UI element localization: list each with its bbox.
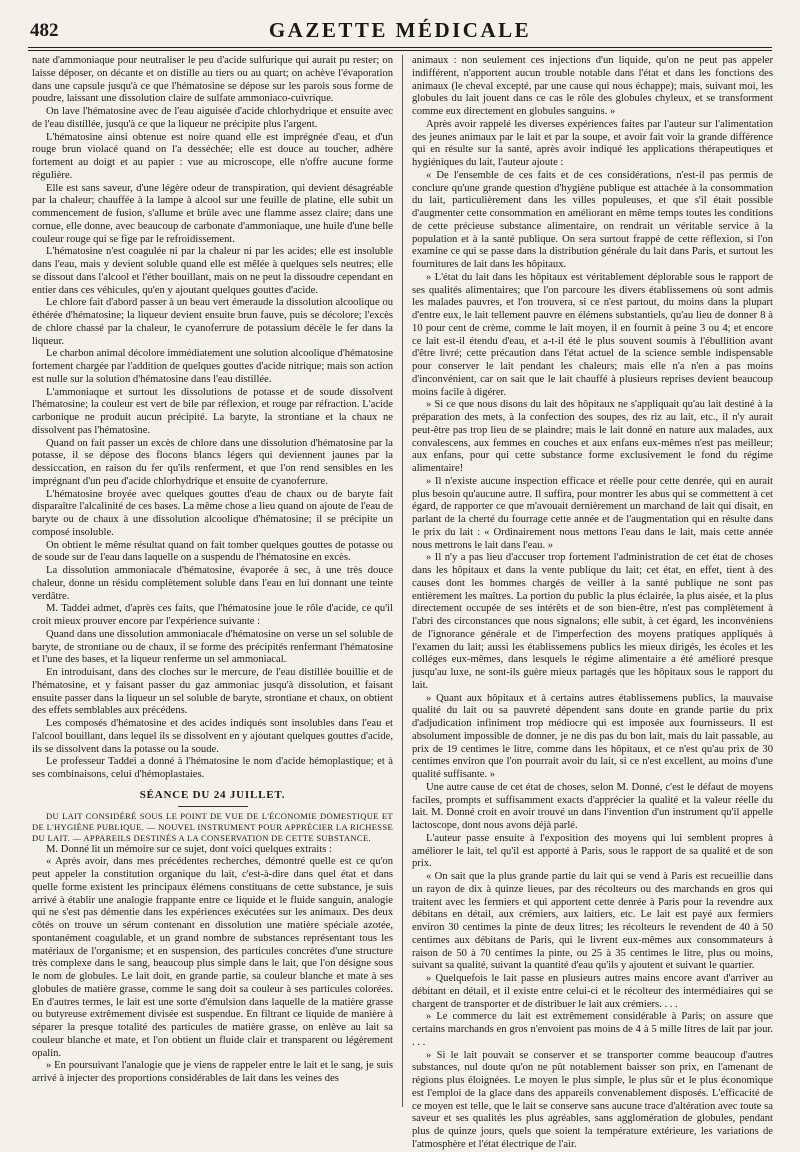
paragraph: » En poursuivant l'analogie que je viens de rappeler entre le lait et le sang, je suis arrivé à injecter des proportions considérables de lait dans les veines des (32, 1060, 393, 1084)
article-heading (32, 811, 393, 844)
paragraph: « Après avoir, dans mes précédentes recherches, démontré quelle est ce qu'on peut appeler la constitution organique du lait, c'est-à-dire dans quel état et dans quelle forme existent les principaux élémens constituans de cette substance, je suis arrivé à établir une analogie frappante entre ce liquide et le fluide sanguin, analogie qui ne s'est pas démentie dans les expériences exécutées sur les animaux. Des deux côtés on trouve un sérum contenant en dissolution une matière spéciale azotée, spontanément coagulable, et un grand nombre de substances représentant tous les matériaux de l'organisme; et en suspension, des particules concrètes d'une structure très complexe dans le sang, beaucoup plus simple dans le lait, que l'on désigne sous le nom de globules. Le lait doit, en grande partie, sa couleur blanche et mate à ses globules de matière grasse, comme le sang doit sa couleur à ses particules colorées. En d'autres termes, le lait est une sorte d'émulsion dans laquelle de la matière grasse ou butyreuse extrêmement divisée est suspendue. En filtrant ce liquide de manière à séparer la presque totalité des particules de matière grasse, on enlève au lait sa couleur blanche et mate, et l'on obtient un fluide clair et transparent ou légèrement opalin. (32, 856, 393, 1059)
header-rule-thick (28, 47, 772, 48)
paragraph: L'hématosine ainsi obtenue est noire quand elle est imprégnée d'eau, et d'un rouge brun violacé quand on l'a desséchée; elle est douce au toucher, adhère fortement au doigt et au papier : vue au microscope, elle n'offre aucune forme régulière. (32, 131, 393, 181)
paragraph: Après avoir rappelé les diverses expériences faites par l'auteur sur l'alimentation des jeunes animaux par le lait et par la soupe, et avoir fait voir la grande différence qui en résulte sur la santé, après avoir indiqué les applications thérapeutiques et hygiéniques du lait, l'auteur ajoute : (412, 118, 773, 168)
paragraph: » Quelquefois le lait passe en plusieurs autres mains encore avant d'arriver au débitant en détail, et il existe entre celui-ci et le récolteur des intermédiaires qui se chargent de transporter et de distribuer le lait aux crémiers. . . . (412, 973, 773, 1010)
page-number: 482 (30, 20, 59, 41)
paragraph: Le charbon animal décolore immédiatement une solution alcoolique d'hématosine fortement chargée par l'addition de quelques gouttes d'acide nitrique; mais son action est nulle sur la solution d'hématosine dans l'eau distillée. (32, 348, 393, 385)
paragraph: » Si le lait pouvait se conserver et se transporter comme beaucoup d'autres substances, nul doute qu'on ne pût notablement baisser son prix, en l'amenant de régions plus éloignées. Le moyen le plus simple, le plus sûr et le plus économique est l'emploi de la glace dans des appareils convenablement disposés. L'efficacité de ce moyen est telle, que le lait se conserve sans aucune trace d'altération avec toute sa saveur et ses qualités les plus agréables, sans agglomération de globules, pendant plus de quinze jours, quels que soient la température extérieure, les variations de l'atmosphère et l'état électrique de l'air. (412, 1049, 773, 1150)
paragraph: Quand dans une dissolution ammoniacale d'hématosine on verse un sel soluble de baryte, de strontiane ou de chaux, il se forme des précipités renfermant l'hématosine et l'une des bases, et la liqueur renferme un sel ammoniacal. (32, 628, 393, 666)
column-divider (402, 55, 403, 1107)
right-column (412, 55, 773, 1150)
paragraph: Elle est sans saveur, d'une légère odeur de transpiration, qui devient désagréable par la chaleur; chauffée à la lampe à alcool sur une feuille de platine, elle subit un commencement de fusion, s'allume et brûle avec une flamme assez claire; dans une cornue, elle donne, avec beaucoup de carbonate d'ammoniaque, une huile d'une belle couleur rouge qui se fige par le refroidissement. (32, 182, 393, 245)
paragraph: L'auteur passe ensuite à l'exposition des moyens qui lui semblent propres à améliorer le lait, tel qu'il est apporté à Paris, sous le rapport de sa qualité et de son prix. (412, 832, 773, 870)
paragraph: On obtient le même résultat quand on fait tomber quelques gouttes de potasse ou de soude sur de l'eau dans laquelle on a suspendu de l'hématosine en excès. (32, 539, 393, 564)
paragraph: Une autre cause de cet état de choses, selon M. Donné, c'est le défaut de moyens faciles, prompts et suffisamment exacts d'apprécier la qualité et la valeur réelle du lait. M. Donné croit en avoir trouvé un dans l'invention d'un instrument qu'il appelle lactoscope, dont nous avons déjà parlé. (412, 781, 773, 831)
header-rule-thin (28, 50, 772, 51)
paragraph: » Si ce que nous disons du lait des hôpitaux ne s'appliquait qu'au lait destiné à la préparation des mets, à la confection des soupes, des riz au lait, etc., il n'y aurait peut-être pas trop lieu de se plaindre; mais le lait donné en nature aux malades, aux convalescens, aux femmes en couches et aux enfans eux-mêmes n'est pas meilleur; aux enfans, pour qui cette substance forme exclusivement le fond du régime alimentaire! (412, 399, 773, 474)
paragraph: L'ammoniaque et surtout les dissolutions de potasse et de soude dissolvent l'hématosine; la couleur est vert de bile par réflexion, et rouge par réfraction. L'acide carbonique ne produit aucun précipité. La baryte, la strontiane et la chaux ne dissolvent pas l'hématosine. (32, 386, 393, 436)
paragraph: Les composés d'hématosine et des acides indiqués sont insolubles dans l'eau et l'alcool bouillant, dans lequel ils se dissolvent en y ajoutant quelques gouttes d'acide, ils se dissolvent dans la potasse ou la soude. (32, 718, 393, 755)
paragraph: « De l'ensemble de ces faits et de ces considérations, n'est-il pas permis de conclure qu'une grande question d'hygiène publique est attachée à la consommation du lait, particulièrement dans les villes populeuses, et que s'il était possible d'augmenter cette consommation en améliorant en même temps toutes les conditions de cette précieuse substance alimentaire, on rendrait un véritable service à la population et à la santé publique. On sera surtout frappé de cette réflexion, si l'on examine ce qui se passe dans la distribution générale du lait dans Paris, et surtout les fournitures de lait dans les hôpitaux. (412, 169, 773, 270)
article-paragraphs (32, 844, 393, 1086)
section-rule (178, 806, 248, 807)
paragraph: L'hématosine n'est coagulée ni par la chaleur ni par les acides; elle est insoluble dans l'eau, mais y devient soluble quand elle est mêlée à quelques sels neutres; elle se dissout dans l'alcool et l'éther bouillant, mais on ne peut la dissoudre cependant en entier dans ces véhicules, qu'en y ajoutant quelques gouttes d'acide. (32, 246, 393, 296)
paragraph: nate d'ammoniaque pour neutraliser le peu d'acide sulfurique qui aurait pu rester; on laisse déposer, on décante et on distille au tiers ou au quart; on achève l'évaporation dans une capsule jusqu'à ce que l'hématosine se dépose sur les parois sous forme de poudre, laissant une dissolution claire de sulfate ammoniaco-cuivrique. (32, 55, 393, 105)
paragraph: Le chlore fait d'abord passer à un beau vert émeraude la dissolution alcoolique ou éthérée d'hématosine; la liqueur devient ensuite brun fauve, puis se décolore; l'excès de chlore chassé par la chaleur, le cyanoferrure de potassium décèle le fer dans la liqueur. (32, 297, 393, 347)
paragraph: M. Donné lit un mémoire sur ce sujet, dont voici quelques extraits : (46, 843, 332, 855)
paragraph: En introduisant, dans des cloches sur le mercure, de l'eau distillée bouillie et de l'hématosine, et y faisant passer du gaz ammoniac jusqu'à dissolution, et faisant ensuite passer dans la liqueur un sel soluble de baryte, strontiane et chaux, on obtient des effets semblables aux précédens. (32, 667, 393, 717)
article-heading-text: DU LAIT CONSIDÉRÉ SOUS LE POINT DE VUE DE L'ÉCONOMIE DOMESTIQUE ET DE L'HYGIÈNE PUBLIQUE. — NOUVEL INSTRUMENT POUR APPRÉCIER LA RICHESSE DU LAIT. — APPAREILS DESTINÉS A LA CONSERVATION DE CETTE SUBSTANCE. (32, 810, 393, 843)
paragraph: Le professeur Taddei a donné à l'hématosine le nom d'acide hémoplastique; et à ses combinaisons, celui d'hémoplastaies. (32, 756, 393, 780)
running-title: GAZETTE MÉDICALE (268, 18, 532, 42)
paragraph: L'hématosine broyée avec quelques gouttes d'eau de chaux ou de baryte fait disparaître l'alcalinité de ces bases. La même chose a lieu quand on ajoute de l'eau de baryte ou de chaux à une dissolution alcoolique d'hématosine; il se précipite un composé insoluble. (32, 488, 393, 538)
paragraph: » Il n'existe aucune inspection efficace et réelle pour cette denrée, qui en aurait plus besoin qu'aucune autre. Il suffira, pour montrer les abus qui se commettent à cet égard, de rapporter ce que m'avouait dernièrement un marchand de lait qui disait, en parlant de la cherté du fourrage cette année et de l'augmentation qui en résulte dans le prix du lait : « Ordinairement nous mettons l'eau dans le lait, mais cette année nous mettrons le lait dans l'eau. » (412, 475, 773, 551)
left-column (32, 55, 393, 1110)
paragraph: La dissolution ammoniacale d'hématosine, évaporée à sec, à une très douce chaleur, donne un résidu complètement soluble dans l'eau en lui donnant une teinte verdâtre. (32, 565, 393, 602)
paragraph: » Quant aux hôpitaux et à certains autres établissemens publics, la mauvaise qualité du lait ou sa pauvreté dépendent sans doute en grande partie du prix d'adjudication infiniment trop médiocre qui est imposée aux fournisseurs. Il est absolument impossible de donner, je ne dis pas du bon lait, mais du lait passable, au prix de 19 centimes le litre, comme dans les hôpitaux, et ce n'est qu'au prix de 30 centimes environ que l'on pourrait avoir du lait, si ce n'est excellent, au moins d'une qualité suffisante. » (412, 692, 773, 780)
right-column-paragraphs (412, 55, 773, 1152)
paragraph: On lave l'hématosine avec de l'eau aiguisée d'acide chlorhydrique et ensuite avec de l'eau distillée, jusqu'à ce que la liqueur ne précipite plus l'argent. (32, 106, 393, 130)
paragraph: » Le commerce du lait est extrêmement considérable à Paris; on assure que certains marchands en gros n'envoient pas moins de 4 à 5 mille litres de lait par jour. . . . (412, 1011, 773, 1048)
paragraph: M. Taddei admet, d'après ces faits, que l'hématosine joue le rôle d'acide, ce qu'il croit mieux prouver encore par l'expérience suivante : (32, 603, 393, 627)
left-column-paragraphs (32, 55, 393, 782)
page-header (28, 16, 772, 44)
section-title: SÉANCE DU 24 JUILLET. (139, 788, 286, 801)
paragraph: » L'état du lait dans les hôpitaux est véritablement déplorable sous le rapport de ses qualités alimentaires; que l'on parcoure les divers établissemens où sont admis les malades pauvres, et l'on trouvera, si ce n'est partout, du moins dans la plupart d'entre eux, le lait tellement pauvre en élémens substantiels, qu'au lieu de donner 8 à 10 pour cent de crème, comme le lait moyen, il en fournit à peine 3 ou 4; et encore ce lait est-il étendu d'eau, et a-t-il été le plus souvent soumis à l'ébullition avant d'être livré; cette précaution dans l'état actuel de la science semble indispensable pour conserver le lait pendant les chaleurs; mais elle n'a n'en a pas moins d'inconvénient, car on sait que le lait chauffé à plusieurs reprises devient beaucoup moins facile à digérer. (412, 271, 773, 398)
paragraph: » Il n'y a pas lieu d'accuser trop fortement l'administration de cet état de choses dans les hôpitaux et dans la vente publique du lait; cet état, en effet, tient à des causes dont les hommes chargés de veiller à la santé publique ne sont pas entièrement les maîtres. La portion du public la plus éclairée, la plus aisée, et la plus directement occupée de ses intérêts et de son bien-être, n'est pas complètement à l'abri des circonstances que nous signalons; elle subit, à cet égard, les inconvéniens de l'ignorance générale et de l'imperfection des moyens pratiques appliqués à l'examen du lait; aussi les établissemens publics les mieux dirigés, les écoles et les colléges eux-mêmes, dans lesquels le régime alimentaire a été amélioré presque jusqu'au luxe, ne sont-ils guère mieux partagés que les hôpitaux sous le rapport du lait. (412, 552, 773, 691)
paragraph: « On sait que la plus grande partie du lait qui se vend à Paris est recueillie dans un rayon de dix à quinze lieues, par des récolteurs ou des marchands en gros qui traitent avec les fermiers et qui apportent cette denrée à Paris pour la revendre aux débitans en détail, aux crémiers, aux laitiers, etc. Le lait est payé aux fermiers environ 30 centimes la pinte de deux litres; les récolteurs le revendent de 40 à 50 centimes aux débitans de Paris, qui le livrent eux-mêmes aux consommateurs à raison de 50 à 70 centimes la pinte, ou 25 à 35 centimes le litre, plus ou moins, suivant sa qualité, suivant la quantité d'eau qu'ils y ajoutent et suivant le quartier. (412, 871, 773, 972)
paragraph: animaux : non seulement ces injections d'un liquide, qu'on ne peut pas appeler indifférent, n'apportent aucun trouble notable dans l'état et dans les fonctions des animaux (le cheval excepté, par une cause qui nous échappe); mais, suivant moi, les globules du lait jouent dans ce cas le rôle des globules chyleux, et se transforment comme eux directement en globules sanguins. » (412, 55, 773, 117)
paragraph: Quand on fait passer un excès de chlore dans une dissolution d'hématosine par la potasse, il se dépose des flocons blancs légers qui deviennent jaunes par la dessiccation, en raison du fer qu'ils renferment, et que l'on rend sensibles en les imprégnant d'un peu d'acide chlorhydrique et ensuite de cyanoferrure. (32, 437, 393, 487)
